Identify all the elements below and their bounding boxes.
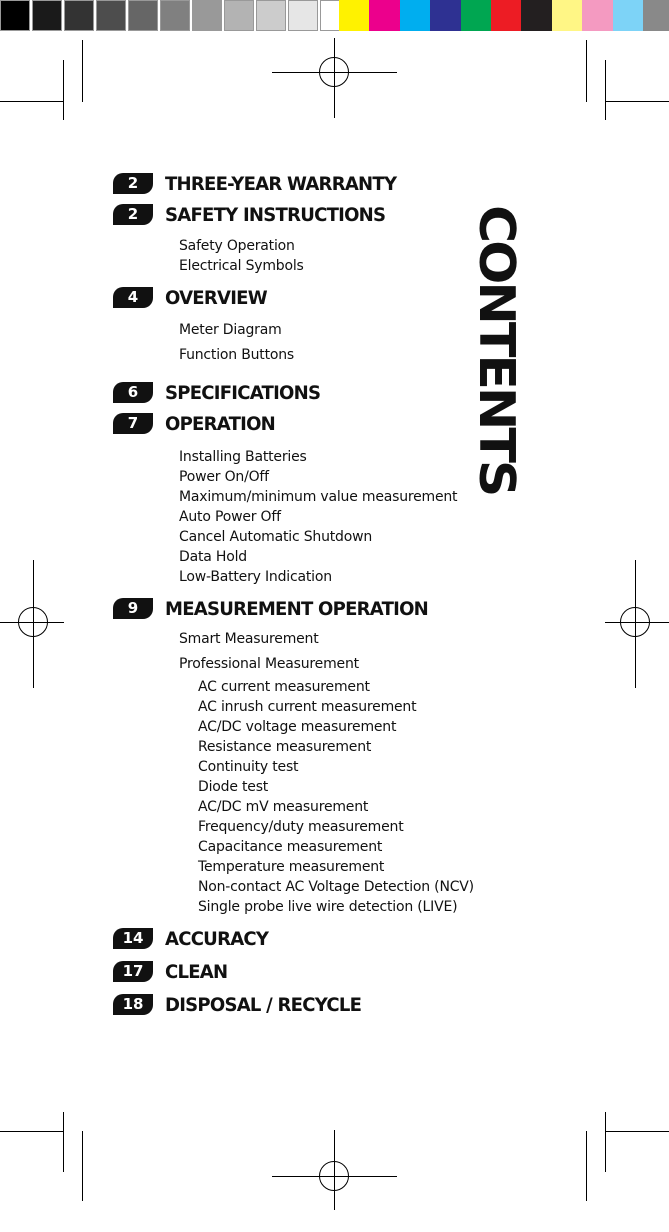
gray-swatch	[160, 0, 190, 31]
toc-subitem[interactable]: Resistance measurement	[198, 739, 372, 755]
toc-subitem[interactable]: AC/DC voltage measurement	[198, 719, 397, 735]
gray-swatch	[0, 0, 30, 31]
page-number-badge: 2	[113, 173, 153, 194]
toc-subitem[interactable]: AC current measurement	[198, 679, 370, 695]
gray-swatch	[224, 0, 254, 31]
toc-subitem[interactable]: Temperature measurement	[198, 859, 385, 875]
toc-item[interactable]: Safety Operation	[179, 238, 295, 254]
section-heading: ACCURACY	[165, 928, 269, 950]
crop-mark	[605, 1112, 606, 1172]
color-swatch	[582, 0, 612, 31]
color-swatch	[491, 0, 521, 31]
toc-item[interactable]: Professional Measurement	[179, 656, 359, 672]
crop-mark	[63, 60, 64, 120]
crop-mark	[605, 101, 669, 102]
toc-item[interactable]: Maximum/minimum value measurement	[179, 489, 458, 505]
color-swatch	[613, 0, 643, 31]
toc-subitem[interactable]: Frequency/duty measurement	[198, 819, 404, 835]
section-heading: SPECIFICATIONS	[165, 382, 321, 404]
crop-mark	[82, 40, 83, 102]
toc-item[interactable]: Function Buttons	[179, 347, 294, 363]
page-title: CONTENTS	[467, 205, 525, 495]
color-swatch	[552, 0, 582, 31]
section-heading: DISPOSAL / RECYCLE	[165, 994, 362, 1016]
toc-subitem[interactable]: AC inrush current measurement	[198, 699, 417, 715]
toc-item[interactable]: Meter Diagram	[179, 322, 282, 338]
gray-swatch	[192, 0, 222, 31]
registration-mark	[0, 622, 64, 623]
toc-subitem[interactable]: Diode test	[198, 779, 269, 795]
section-heading: CLEAN	[165, 961, 228, 983]
registration-mark	[33, 560, 34, 688]
gray-scale-bar	[0, 0, 352, 33]
gray-swatch	[256, 0, 286, 31]
toc-item[interactable]: Data Hold	[179, 549, 247, 565]
gray-swatch	[288, 0, 318, 31]
page-number-badge: 2	[113, 204, 153, 225]
gray-swatch	[64, 0, 94, 31]
color-swatch	[369, 0, 399, 31]
registration-mark	[605, 622, 669, 623]
gray-swatch	[128, 0, 158, 31]
toc-subitem[interactable]: Capacitance measurement	[198, 839, 383, 855]
toc-subitem[interactable]: Continuity test	[198, 759, 299, 775]
toc-subitem[interactable]: Non-contact AC Voltage Detection (NCV)	[198, 879, 474, 895]
toc-item[interactable]: Electrical Symbols	[179, 258, 304, 274]
crop-mark	[605, 1131, 669, 1132]
toc-item[interactable]: Auto Power Off	[179, 509, 281, 525]
page-number-badge: 7	[113, 413, 153, 434]
toc-subitem[interactable]: Single probe live wire detection (LIVE)	[198, 899, 458, 915]
color-swatch	[521, 0, 551, 31]
toc-item[interactable]: Power On/Off	[179, 469, 269, 485]
crop-mark	[63, 1112, 64, 1172]
page-number-badge: 18	[113, 994, 153, 1015]
color-swatch	[643, 0, 669, 31]
crop-mark	[586, 1131, 587, 1201]
crop-mark	[605, 60, 606, 120]
color-swatch	[339, 0, 369, 31]
section-heading: SAFETY INSTRUCTIONS	[165, 204, 386, 226]
crop-mark	[0, 1131, 64, 1132]
page-number-badge: 6	[113, 382, 153, 403]
toc-item[interactable]: Low-Battery Indication	[179, 569, 332, 585]
section-heading: MEASUREMENT OPERATION	[165, 598, 429, 620]
toc-item[interactable]: Installing Batteries	[179, 449, 307, 465]
registration-mark	[334, 1130, 335, 1210]
process-color-bar	[339, 0, 669, 33]
toc-subitem[interactable]: AC/DC mV measurement	[198, 799, 369, 815]
toc-item[interactable]: Smart Measurement	[179, 631, 319, 647]
toc-item[interactable]: Cancel Automatic Shutdown	[179, 529, 373, 545]
gray-swatch	[32, 0, 62, 31]
color-swatch	[430, 0, 460, 31]
section-heading: OPERATION	[165, 413, 276, 435]
page-number-badge: 9	[113, 598, 153, 619]
crop-mark	[0, 101, 64, 102]
page-number-badge: 14	[113, 928, 153, 949]
page-number-badge: 17	[113, 961, 153, 982]
crop-mark	[82, 1131, 83, 1201]
page-number-badge: 4	[113, 287, 153, 308]
crop-mark	[586, 40, 587, 102]
registration-mark	[635, 560, 636, 688]
section-heading: OVERVIEW	[165, 287, 267, 309]
section-heading: THREE-YEAR WARRANTY	[165, 173, 397, 195]
gray-swatch	[96, 0, 126, 31]
color-swatch	[400, 0, 430, 31]
color-swatch	[461, 0, 491, 31]
registration-mark	[334, 38, 335, 118]
